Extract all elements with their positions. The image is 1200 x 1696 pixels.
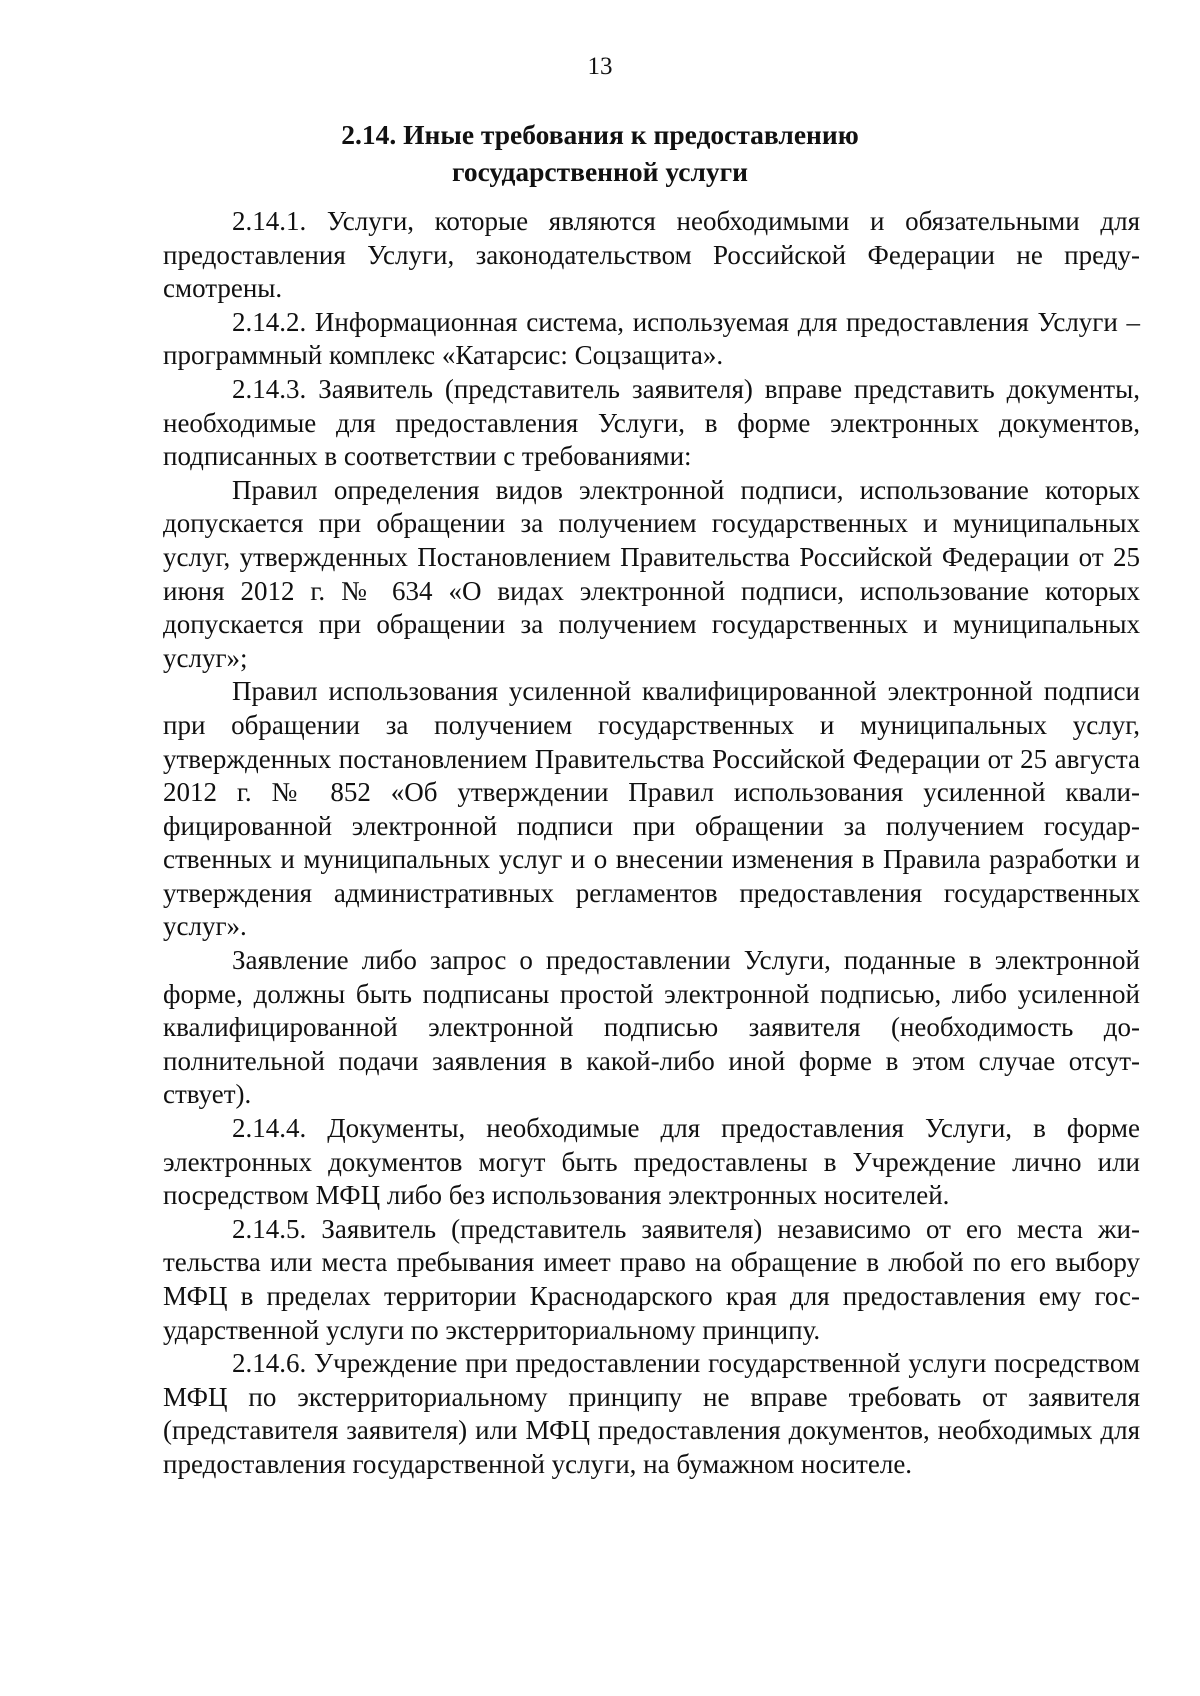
section-title-line-2: государственной услуги — [452, 156, 748, 187]
paragraph-2-14-2: 2.14.2. Информационная система, используемая для предоставления Услуги – программный комплекс «Катарсис: Соцзащита». — [163, 306, 1140, 371]
section-title-line-1: 2.14. Иные требования к предоставлению — [341, 119, 859, 150]
section-title — [300, 116, 900, 190]
paragraph-2-14-4: 2.14.4. Документы, необходимые для предоставления Услуги, в форме электронных документов могут быть предоставлены в Учреждение лично или посредством МФЦ либо без использования электронных носителей. — [163, 1113, 1140, 1211]
paragraph-2-14-3: 2.14.3. Заявитель (представитель заявителя) вправе представить документы, необходимые для предоставления Услуги, в форме электронных документов, подписанных в соответствии с требованиями: — [163, 373, 1140, 472]
paragraph-2-14-5: 2.14.5. Заявитель (представитель заявителя) независимо от его места жительства или места пребывания имеет право на обращение в любой по его выбору МФЦ в пределах территории Краснодарского края для предоставления ему государственной услуги по экстерриториальному принципу. — [163, 1213, 1140, 1345]
paragraph-2-14-6: 2.14.6. Учреждение при предоставлении государственной услуги посредством МФЦ по экстерриториальному принципу не вправе требовать от заявителя (представителя заявителя) или МФЦ предоставления документов, необходимых для предоставления государственной услуги, на бумажном носителе. — [163, 1348, 1140, 1479]
paragraph-application-signing: Заявление либо запрос о предоставлении Услуги, поданные в электронной форме, должны быть подписаны простой электронной подписью, либо усиленной квалифицированной электронной подписью заявителя (необходимость дополнительной подачи заявления в какой-либо иной форме в этом случае отсутствует). — [163, 945, 1140, 1110]
paragraph-signature-rules: Правил определения видов электронной подписи, использование которых допускается при обращении за получением государственных и муниципальных услуг, утвержденных Постановлением Правительства Российской Федерации от 25 июня 2012 г. № 634 «О видах электронной подписи, использование которых допускается при обращении за получением государственных и муниципальных услуг»; — [163, 474, 1140, 673]
document-body — [163, 205, 1140, 1482]
page-number: 13 — [587, 53, 613, 80]
paragraph-2-14-1: 2.14.1. Услуги, которые являются необходимыми и обязательными для предоставления Услуги, законодательством Российской Федерации не предусмотрены. — [163, 206, 1140, 304]
paragraph-qualified-signature-rules: Правил использования усиленной квалифицированной электронной подписи при обращении за получением государственных и муниципальных услуг, утвержденных постановлением Правительства Российской Федерации от 25 августа 2012 г. № 852 «Об утверждении Правил использования усиленной квалифицированной электронной подписи при обращении за получением государственных и муниципальных услуг и о внесении изменения в Правила разработки и утверждения административных регламентов предоставления государственных услуг». — [163, 676, 1140, 942]
